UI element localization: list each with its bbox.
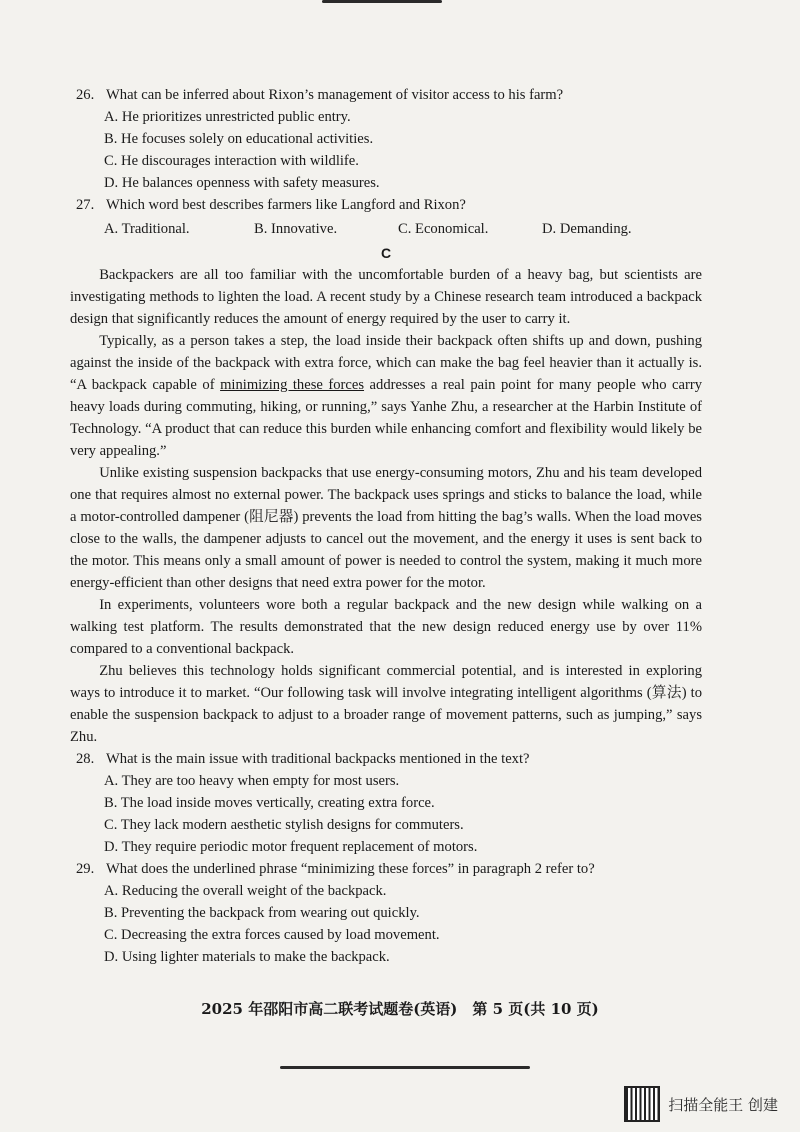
option-b: B. Preventing the backpack from wearing out quickly. bbox=[104, 905, 420, 921]
question-29 bbox=[70, 858, 702, 880]
question-stem: Which word best describes farmers like Langford and Rixon? bbox=[106, 197, 466, 213]
question-number: 27. bbox=[76, 197, 95, 213]
paragraph-2-text-end: addresses a real pain point for many people who carry heavy loads during commuting, hiking, or running,” says Yanhe Zhu, a researcher at the Harbin Institute of Technology. “A product that can reduce this burden while enhancing comfort and flexibility would likely be very appealing.” bbox=[70, 377, 702, 459]
option-b: B. He focuses solely on educational activities. bbox=[104, 131, 374, 147]
qr-code-icon bbox=[624, 1086, 660, 1122]
question-number: 29. bbox=[76, 861, 95, 877]
question-number: 26. bbox=[76, 87, 95, 103]
option-b: B. Innovative. bbox=[254, 221, 338, 237]
question-27 bbox=[70, 194, 702, 216]
question-number: 28. bbox=[76, 751, 95, 767]
question-stem: What is the main issue with traditional backpacks mentioned in the text? bbox=[106, 751, 530, 767]
section-letter: C bbox=[380, 245, 392, 261]
option-a: A. They are too heavy when empty for most users. bbox=[104, 773, 400, 789]
option-d: D. Using lighter materials to make the backpack. bbox=[104, 949, 390, 965]
paragraph-5: Zhu believes this technology holds significant commercial potential, and is interested in exploring ways to introduce it to market. “Our following task will involve integrating intelligent algorithms (算法) to enable the suspension backpack to adjust to a broader range of movement patterns, such as jumping,” says Zhu. bbox=[70, 663, 702, 745]
option-d: D. They require periodic motor frequent replacement of motors. bbox=[104, 839, 478, 855]
paragraph-1: Backpackers are all too familiar with the uncomfortable burden of a heavy bag, but scientists are investigating methods to lighten the load. A recent study by a Chinese research team introduced a backpack design that significantly reduces the amount of energy required by the user to carry it. bbox=[70, 267, 702, 327]
option-c: C. Decreasing the extra forces caused by load movement. bbox=[104, 927, 440, 943]
scanner-label: 扫描全能王 创建 bbox=[668, 1095, 778, 1114]
bottom-rule bbox=[280, 1066, 530, 1069]
page-footer: 2025 年邵阳市高二联考试题卷(英语) 第 5 页(共 10 页) bbox=[201, 1000, 599, 1018]
question-27-options bbox=[70, 218, 702, 240]
paragraph-3: Unlike existing suspension backpacks that use energy-consuming motors, Zhu and his team developed one that requires almost no external power. The backpack uses springs and sticks to balance the load, while a motor-controlled dampener (阻尼器) prevents the load from hitting the bag’s walls. When the load moves close to the walls, the dampener adjusts to cancel out the movement, and the energy it uses is sent back to the motor. This means only a small amount of power is needed to control the system, making it much more energy-efficient than other designs that need extra power for the motor. bbox=[70, 465, 702, 591]
option-a: A. Traditional. bbox=[104, 221, 190, 237]
paragraph-4: In experiments, volunteers wore both a regular backpack and the new design while walking on a walking test platform. The results demonstrated that the new design reduced energy use by over 11% compared to a conventional backpack. bbox=[70, 597, 702, 657]
paragraph-2-text: Typically, as a person takes a step, the load inside their backpack often shifts up and down, pushing against the inside of the backpack with extra force, which can make the bag feel heavier than it actually is. “A backpack capable of bbox=[70, 333, 702, 393]
option-d: D. Demanding. bbox=[542, 221, 632, 237]
question-stem: What can be inferred about Rixon’s management of visitor access to his farm? bbox=[106, 87, 564, 103]
exam-page bbox=[70, 84, 702, 968]
option-d: D. He balances openness with safety measures. bbox=[104, 175, 380, 191]
question-stem: What does the underlined phrase “minimizing these forces” in paragraph 2 refer to? bbox=[106, 861, 595, 877]
option-c: C. Economical. bbox=[398, 221, 489, 237]
scanner-watermark bbox=[624, 1086, 778, 1122]
paragraph-2 bbox=[70, 330, 702, 462]
underlined-phrase: minimizing these forces bbox=[220, 377, 365, 393]
option-c: C. They lack modern aesthetic stylish designs for commuters. bbox=[104, 817, 464, 833]
question-28 bbox=[70, 748, 702, 770]
top-rule bbox=[322, 0, 442, 3]
option-a: A. Reducing the overall weight of the backpack. bbox=[104, 883, 387, 899]
option-b: B. The load inside moves vertically, creating extra force. bbox=[104, 795, 435, 811]
question-26 bbox=[70, 84, 702, 106]
option-a: A. He prioritizes unrestricted public entry. bbox=[104, 109, 351, 125]
option-c: C. He discourages interaction with wildlife. bbox=[104, 153, 359, 169]
